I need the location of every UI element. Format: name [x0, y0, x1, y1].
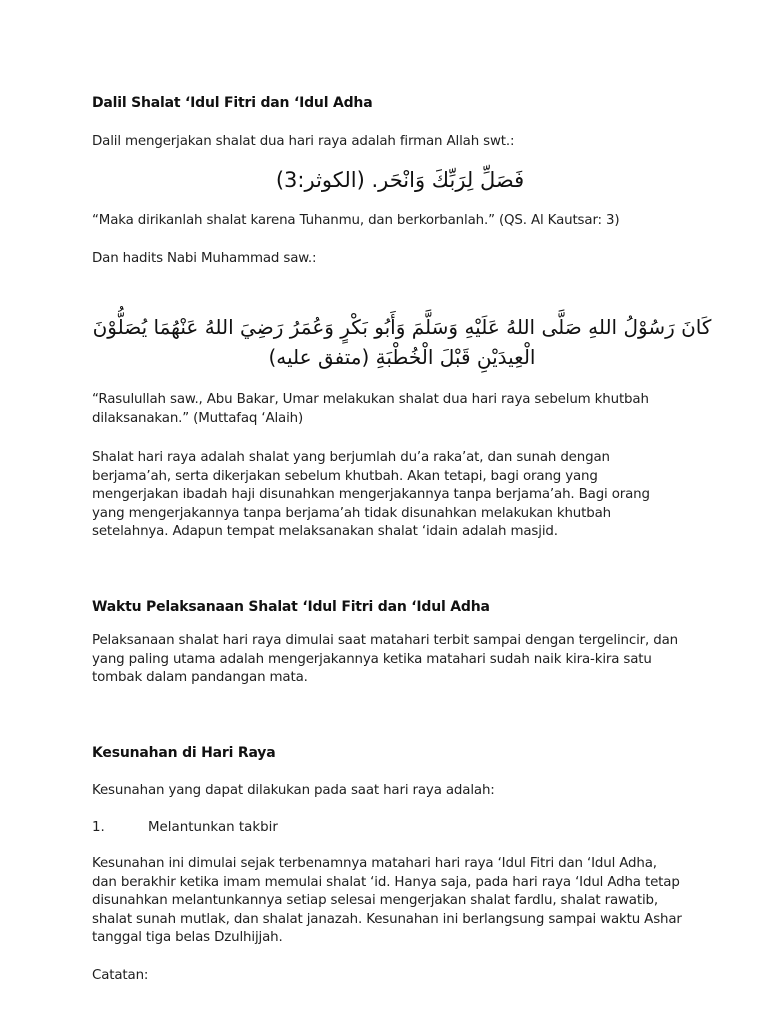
hadith-arabic — [92, 312, 712, 372]
hadith-intro: Dan hadits Nabi Muhammad saw.: — [92, 251, 317, 266]
ayah-translation: “Maka dirikanlah shalat karena Tuhanmu, dan berkorbanlah.” (QS. Al Kautsar: 3) — [92, 213, 620, 228]
section-heading-kesunahan: Kesunahan di Hari Raya — [92, 745, 276, 761]
hadith-arabic-line-2: الْعِيدَيْنِ قَبْلَ الْخُطْبَةِ (متفق عليه) — [268, 345, 536, 369]
list-item-label: Melantunkan takbir — [148, 820, 278, 835]
section-heading-dalil: Dalil Shalat ‘Idul Fitri dan ‘Idul Adha — [92, 95, 373, 111]
takbir-paragraph: Kesunahan ini dimulai sejak terbenamnya matahari hari raya ‘Idul Fitri dan ‘Idul Adha, dan berakhir ketika imam memulai shalat ‘id. Hanya saja, pada hari raya ‘Idul Adha tetap disunahkan melantunkannya setiap selesai mengerjakan shalat fardlu, shalat rawatib, shalat sunah mutlak, dan shalat janazah. Kesunahan ini berlangsung sampai waktu Ashar tanggal tiga belas Dzulhijjah. — [92, 856, 682, 946]
section-heading-waktu: Waktu Pelaksanaan Shalat ‘Idul Fitri dan ‘Idul Adha — [92, 599, 490, 615]
ayah-arabic: فَصَلِّ لِرَبِّكَ وَانْحَر. (الكوثر:3) — [275, 168, 525, 192]
note-label: Catatan: — [92, 968, 149, 983]
hadith-translation: “Rasulullah saw., Abu Bakar, Umar melakukan shalat dua hari raya sebelum khutbah dilaksanakan.” (Muttafaq ‘Alaih) — [92, 392, 649, 426]
dalil-intro: Dalil mengerjakan shalat dua hari raya adalah firman Allah swt.: — [92, 134, 515, 149]
hadith-arabic-line-1: كَانَ رَسُوْلُ اللهِ صَلَّى اللهُ عَلَيْهِ وَسَلَّمَ وَأَبُو بَكْرٍ وَعُمَرُ رَضِيَ اللهُ عَنْهُمَا يُصَلُّوْنَ — [92, 315, 712, 339]
shalat-hari-raya-paragraph: Shalat hari raya adalah shalat yang berjumlah du’a raka’at, dan sunah dengan berjama’ah, serta dikerjakan sebelum khutbah. Akan tetapi, bagi orang yang mengerjakan ibadah haji disunahkan mengerjakannya tanpa berjama’ah. Bagi orang yang mengerjakannya tanpa berjama’ah tidak disunahkan melakukan khutbah setelahnya. Adapun tempat melaksanakan shalat ‘idain adalah masjid. — [92, 450, 650, 540]
waktu-paragraph: Pelaksanaan shalat hari raya dimulai saat matahari terbit sampai dengan tergelincir, dan yang paling utama adalah mengerjakannya ketika matahari sudah naik kira-kira satu tombak dalam pandangan mata. — [92, 633, 678, 686]
kesunahan-intro: Kesunahan yang dapat dilakukan pada saat hari raya adalah: — [92, 783, 495, 798]
list-item-number: 1. — [92, 820, 105, 835]
